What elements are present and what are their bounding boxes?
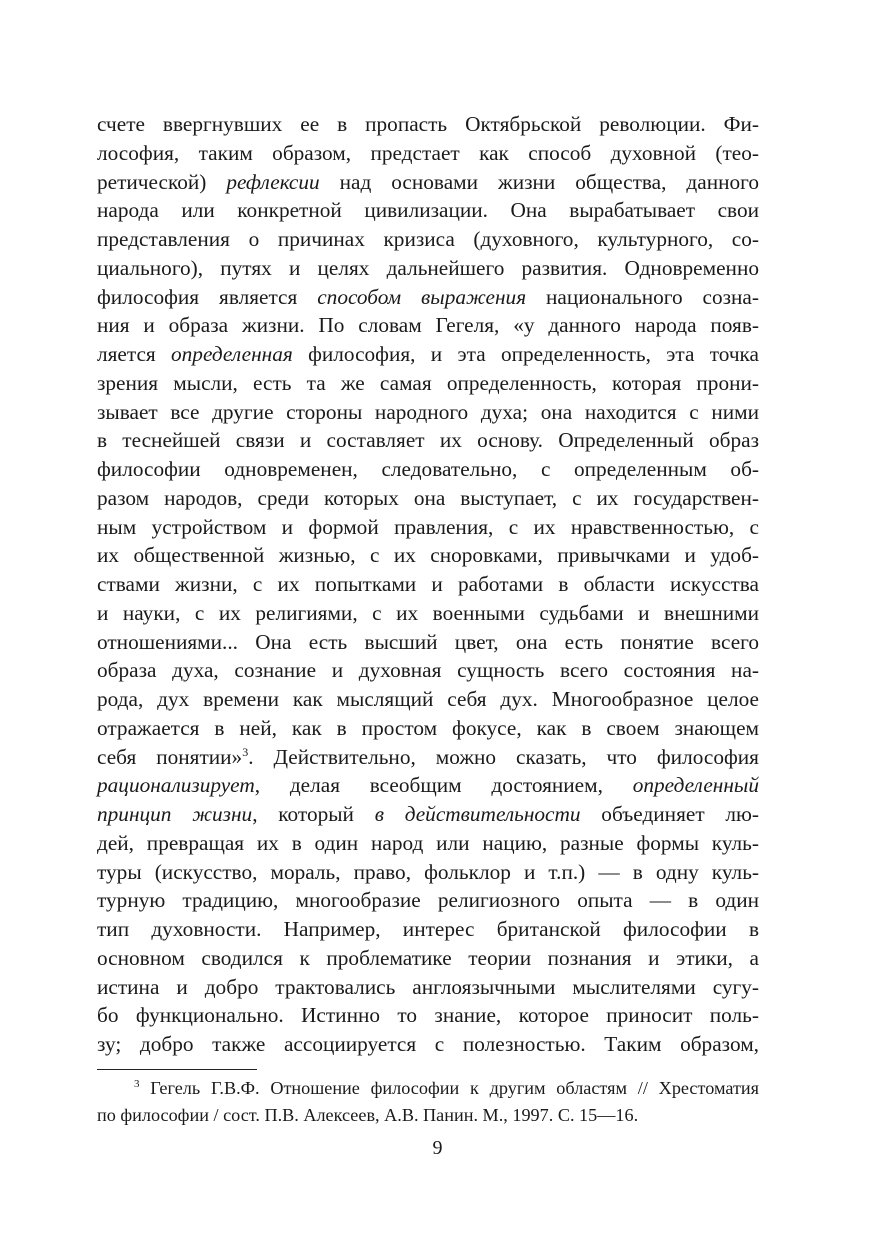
text-line xyxy=(97,513,759,542)
text-segment: циального), путях и целях дальнейшего развития. Одновременно xyxy=(97,255,759,280)
text-line xyxy=(97,714,759,743)
text-segment: себя понятии» xyxy=(97,744,243,769)
text-segment: тип духовности. Например, интерес британской философии в xyxy=(97,917,759,941)
text-segment: национального созна- xyxy=(526,284,759,309)
text-line xyxy=(97,196,759,225)
footnote-reference: 3 xyxy=(242,744,249,759)
text-line xyxy=(97,656,759,685)
text-line xyxy=(97,944,759,973)
footnote-line xyxy=(97,1102,759,1129)
footnote-divider xyxy=(97,1069,257,1070)
text-line xyxy=(97,311,759,340)
text-segment: ляется xyxy=(97,342,171,366)
text-segment: рода, дух времени как мыслящий себя дух. Многообразное целое xyxy=(97,687,759,711)
text-segment: основном сводился к проблематике теории познания и этики, а xyxy=(97,945,759,970)
text-line xyxy=(97,283,759,312)
text-line xyxy=(97,743,759,772)
text-segment: зывает все другие стороны народного духа; она находится с ними xyxy=(97,399,759,424)
text-line xyxy=(97,973,759,1002)
text-segment: счете ввергнувших ее в пропасть Октябрьской революции. Фи- xyxy=(97,112,759,136)
text-segment: народа или конкретной цивилизации. Она вырабатывает свои xyxy=(97,198,759,223)
text-segment: , который xyxy=(252,802,375,826)
text-segment: лософия, таким образом, предстает как способ духовной (тео- xyxy=(97,140,759,165)
text-segment: философия является xyxy=(97,284,318,309)
footnote-text-1: Гегель Г.В.Ф. Отношение философии к другим областям // Хрестоматия xyxy=(150,1078,759,1098)
text-line xyxy=(97,858,759,887)
text-segment: ния и образа жизни. По словам Гегеля, «у данного народа появ- xyxy=(97,313,759,338)
text-segment: . Действительно, можно сказать, что философия xyxy=(248,744,759,769)
text-line xyxy=(97,369,759,398)
text-line xyxy=(97,800,759,829)
text-segment: бо функционально. Истинно то знание, которое приносит поль- xyxy=(97,1003,759,1028)
text-line xyxy=(97,139,759,168)
text-line xyxy=(97,455,759,484)
text-segment: в теснейшей связи и составляет их основу. Определенный образ xyxy=(97,428,759,453)
emphasis-text: определенный xyxy=(632,773,759,798)
text-segment: их общественной жизнью, с их сноровками, привычками и удоб- xyxy=(97,543,759,568)
text-line xyxy=(97,340,759,369)
text-segment: разом народов, среди которых она выступает, с их государствен- xyxy=(97,485,759,510)
text-line xyxy=(97,829,759,858)
text-segment: истина и добро трактовались англоязычными мыслителями сугу- xyxy=(97,974,759,999)
footnote-text-2: по философии / сост. П.В. Алексеев, А.В. Панин. М., 1997. С. 15—16. xyxy=(97,1105,639,1125)
text-line xyxy=(97,570,759,599)
text-line xyxy=(97,599,759,628)
page-number: 9 xyxy=(432,1137,443,1159)
text-segment: отражается в ней, как в простом фокусе, как в своем знающем xyxy=(97,715,759,740)
text-segment: образа духа, сознание и духовная сущность всего состояния на- xyxy=(97,658,759,683)
text-segment: турную традицию, многообразие религиозного опыта — в один xyxy=(97,888,759,913)
footnote-marker: 3 xyxy=(134,1078,140,1090)
text-line xyxy=(97,484,759,513)
emphasis-text: в действительности xyxy=(374,802,581,826)
text-line xyxy=(97,886,759,915)
text-line xyxy=(97,426,759,455)
text-line xyxy=(97,254,759,283)
emphasis-text: способом выражения xyxy=(317,284,527,309)
text-segment: дей, превращая их в один народ или нацию, разные формы куль- xyxy=(97,830,759,855)
text-segment: ствами жизни, с их попытками и работами в области искусства xyxy=(97,572,759,596)
text-line xyxy=(97,771,759,800)
text-segment: ретической) xyxy=(97,169,227,194)
text-line xyxy=(97,1001,759,1030)
emphasis-text: рефлексии xyxy=(226,169,320,194)
text-line xyxy=(97,915,759,944)
text-segment: отношениями... Она есть высший цвет, она есть понятие всего xyxy=(97,629,759,654)
text-line xyxy=(97,398,759,427)
text-line xyxy=(97,1030,759,1059)
emphasis-text: рационализирует xyxy=(97,773,255,798)
text-segment: ным устройством и формой правления, с их нравственностью, с xyxy=(97,514,759,539)
text-segment: объединяет лю- xyxy=(580,802,760,826)
emphasis-text: принцип жизни xyxy=(97,802,253,826)
text-segment: философия, и эта определенность, эта точка xyxy=(292,342,760,366)
footnote xyxy=(97,1075,759,1129)
footnote-line xyxy=(97,1075,759,1102)
text-line xyxy=(97,110,759,139)
text-segment: зу; добро также ассоциируется с полезностью. Таким образом, xyxy=(97,1032,759,1056)
text-segment: зрения мысли, есть та же самая определенность, которая прони- xyxy=(97,370,759,395)
text-segment: над основами жизни общества, данного xyxy=(319,169,759,194)
text-line xyxy=(97,225,759,254)
text-segment: представления о причинах кризиса (духовного, культурного, со- xyxy=(97,227,759,251)
text-line xyxy=(97,541,759,570)
text-line xyxy=(97,628,759,657)
text-segment: и науки, с их религиями, с их военными судьбами и внешними xyxy=(97,600,759,625)
text-line xyxy=(97,685,759,714)
text-segment: философии одновременен, следовательно, с определенным об- xyxy=(97,457,759,481)
text-segment: , делая всеобщим достоянием, xyxy=(254,773,633,798)
emphasis-text: определенная xyxy=(171,342,293,366)
text-segment: туры (искусство, мораль, право, фольклор и т.п.) — в одну куль- xyxy=(97,859,759,884)
text-line xyxy=(97,168,759,197)
main-text xyxy=(97,110,759,1059)
